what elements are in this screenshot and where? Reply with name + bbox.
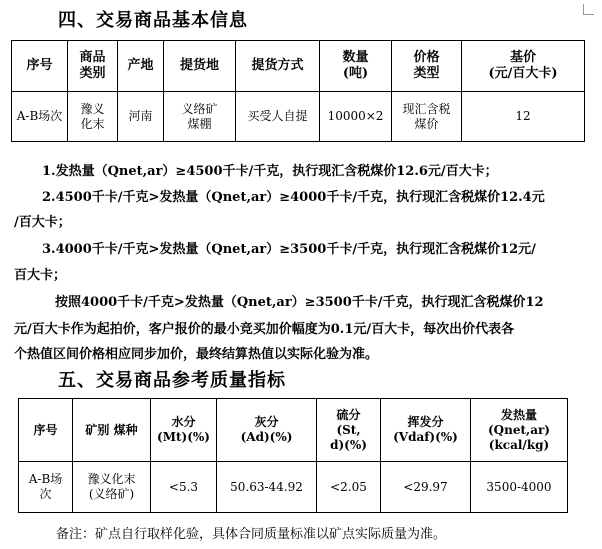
header-cell: 基价 (元/百大卡)	[462, 41, 585, 92]
header-cell: 挥发分 (Vdaf)(%)	[381, 399, 471, 462]
table-cell: 3500-4000	[471, 462, 568, 513]
remark-note: 备注：矿点自行取样化验，具体合同质量标准以矿点实际质量为准。	[56, 527, 447, 542]
table-row	[12, 92, 585, 142]
header-cell: 序号	[12, 41, 68, 92]
table-cell: A-B场次	[12, 92, 68, 142]
header-cell: 提货地	[164, 41, 236, 92]
rule-line-1: 1.发热量（Qnet,ar）≥4500千卡/千克，执行现汇含税煤价12.6元/百大卡；	[42, 164, 498, 179]
header-cell: 发热量 (Qnet,ar) (kcal/kg)	[471, 399, 568, 462]
rule-line-3a: 3.4000千卡/千克>发热量（Qnet,ar）≥3500千卡/千克，执行现汇含税煤价12元/	[42, 242, 536, 257]
table-cell: 豫义 化末	[68, 92, 118, 142]
table-cell: <29.97	[381, 462, 471, 513]
rule-line-2b: /百大卡；	[14, 215, 71, 230]
quality-index-table	[18, 398, 568, 513]
table-cell: 10000×2	[320, 92, 392, 142]
table-cell: 义络矿 煤棚	[164, 92, 236, 142]
header-cell: 产地	[118, 41, 164, 92]
rule-line-4c: 个热值区间价格相应同步加价，最终结算热值以实际化验为准。	[14, 347, 379, 362]
header-cell: 数量 (吨)	[320, 41, 392, 92]
header-cell: 灰分 (Ad)(%)	[217, 399, 317, 462]
table-cell: 50.63-44.92	[217, 462, 317, 513]
section-5-title: 五、交易商品参考质量指标	[58, 370, 286, 391]
basic-info-table	[11, 40, 585, 142]
table-cell: 河南	[118, 92, 164, 142]
table-header-row	[19, 399, 568, 462]
table-cell: 12	[462, 92, 585, 142]
header-cell: 提货方式	[236, 41, 320, 92]
rule-line-3b: 百大卡；	[14, 268, 67, 283]
table-cell: <2.05	[317, 462, 381, 513]
header-cell: 水分 (Mt)(%)	[151, 399, 217, 462]
table-cell: <5.3	[151, 462, 217, 513]
table-cell: 现汇含税 煤价	[392, 92, 462, 142]
header-cell: 价格 类型	[392, 41, 462, 92]
table-cell: 买受人自提	[236, 92, 320, 142]
page-corner-mark	[583, 4, 594, 15]
section-4-title: 四、交易商品基本信息	[58, 10, 248, 31]
rule-line-2a: 2.4500千卡/千克>发热量（Qnet,ar）≥4000千卡/千克，执行现汇含税煤价12.4元	[42, 190, 545, 205]
rule-line-4a: 按照4000千卡/千克>发热量（Qnet,ar）≥3500千卡/千克，执行现汇含税煤价12	[55, 295, 544, 310]
table-header-row	[12, 41, 585, 92]
header-cell: 矿别 煤种	[73, 399, 151, 462]
table-cell: 豫义化末 (义络矿)	[73, 462, 151, 513]
table-row	[19, 462, 568, 513]
header-cell: 商品 类别	[68, 41, 118, 92]
rule-line-4b: 元/百大卡作为起拍价，客户报价的最小竞买加价幅度为0.1元/百大卡，每次出价代表各	[14, 322, 515, 337]
header-cell: 硫分 (St, d)(%)	[317, 399, 381, 462]
header-cell: 序号	[19, 399, 73, 462]
table-cell: A-B场 次	[19, 462, 73, 513]
